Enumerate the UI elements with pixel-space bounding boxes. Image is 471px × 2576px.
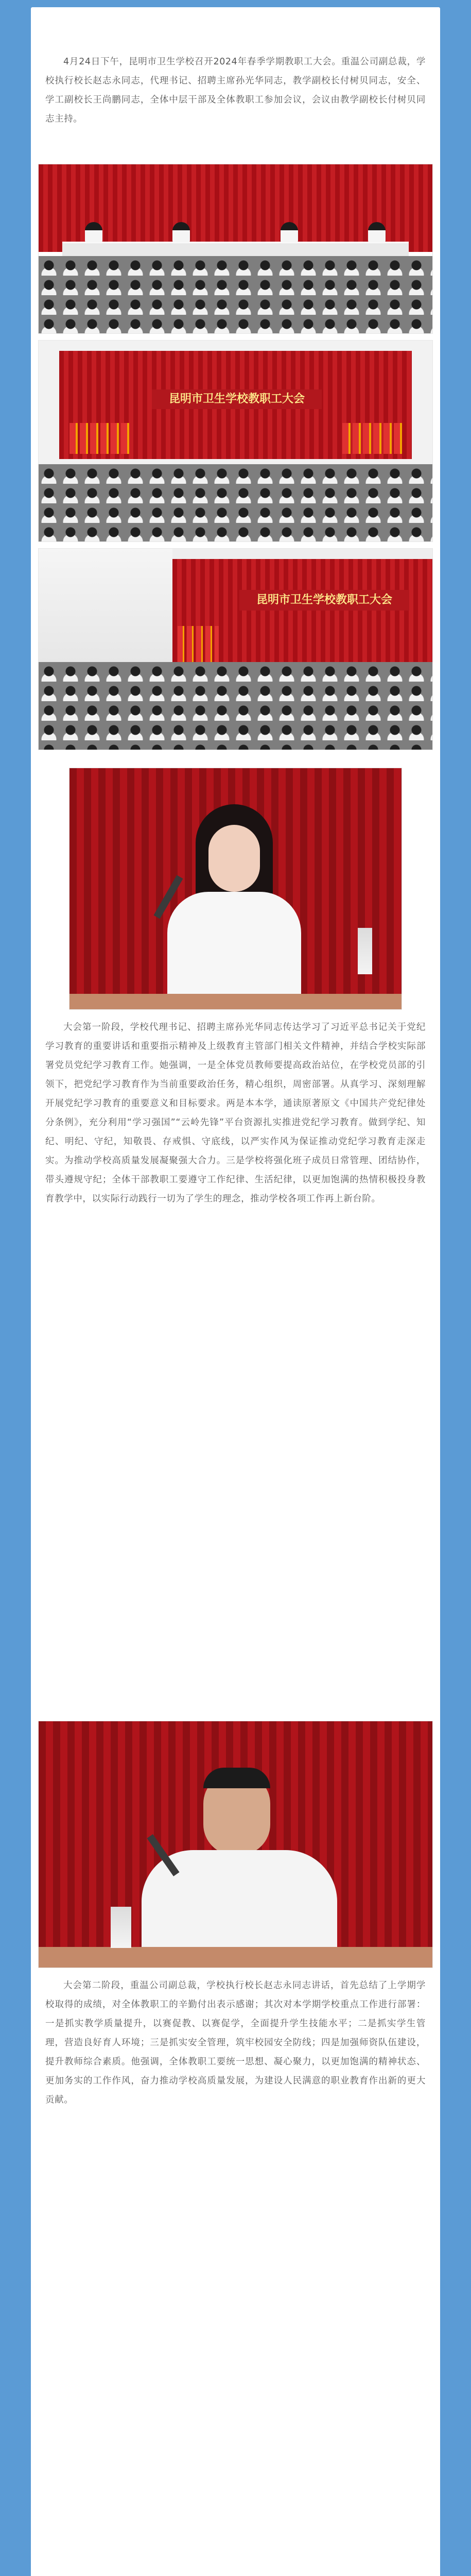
audience-crowd — [39, 464, 432, 541]
audience-crowd — [39, 256, 432, 333]
conference-banner: 昆明市卫生学校教职工大会 — [239, 590, 409, 611]
conference-banner: 昆明市卫生学校教职工大会 — [152, 389, 322, 409]
leader-figure — [85, 222, 102, 243]
flags-right — [342, 423, 404, 454]
paragraph-stage-two: 大会第二阶段，重温公司副总裁，学校执行校长赵志永同志讲话，首先总结了上学期学校取得的成绩，对全体教职工的辛勤付出表示感谢；其次对本学期学校重点工作进行部署：一是抓实教学质量提升，以赛促教、以赛促学，全面提升学生技能水平；二是抓实学生管理，营造良好育人环境；三是抓实安全管理，筑牢校园安全防线；四是加强师资队伍建设，提升教师综合素质。他强调，全体教职工要统一思想、凝心聚力，以更加饱满的精神状态、更加务实的工作作风，奋力推动学校高质量发展，为建设人民满意的职业教育作出新的更大贡献。 — [45, 1980, 426, 2105]
leader-figure — [368, 222, 386, 243]
desk-edge — [69, 994, 402, 1009]
article-card — [31, 7, 440, 2576]
speaker-shirt — [167, 892, 301, 995]
desk-edge — [39, 1947, 432, 1968]
stage-table — [62, 242, 409, 256]
speaker-face — [208, 825, 260, 892]
paragraph-intro: 4月24日下午，昆明市卫生学校召开2024年春季学期教职工大会。重温公司副总裁，学校执行校长赵志永同志，代理书记、招聘主席孙光华同志，教学副校长付树贝同志，安全、学工副校长王尚鹏同志，全体中层干部及全体教职工参加会议，会议由教学副校长付树贝同志主持。 — [45, 57, 426, 124]
photo-speaker-zhao — [38, 1721, 433, 1968]
paragraph-stage-one: 大会第一阶段，学校代理书记、招聘主席孙光华同志传达学习了习近平总书记关于党纪学习教育的重要讲话和重要指示精神及上级教育主管部门相关文件精神，并结合学校实际部署党员党纪学习教育工作。她强调，一是全体党员教师要提高政治站位，在学校党员部的引领下，把党纪学习教育作为当前重要政治任务，精心组织，周密部署。从真学习、深刻理解开展党纪学习教育的重要意义和目标要求。两是本本学，通读原著原文《中国共产党纪律处分条例》，充分利用“学习强国”“云岭先锋”平台资源扎实推进党纪学习教育。做到学纪、知纪、明纪、守纪，知敬畏、存戒惧、守底线，以严实作风为保证推动党纪学习教育走深走实。为推动学校高质量发展凝聚强大合力。三是学校将强化班子成员日常管理、团结协作，带头遵规守纪；全体干部教职工要遵守工作纪律、生活纪律，以更加饱满的热情积极投身教育教学中，以实际行动践行一切为了学生的理念，推动学校各项工作再上新台阶。 — [45, 1022, 426, 1204]
photo-conference-hall — [38, 340, 433, 542]
photo-speaker-sun — [69, 768, 402, 1010]
flags-left — [69, 423, 131, 454]
water-bottle — [358, 928, 372, 974]
speaker-hair — [203, 1768, 270, 1788]
water-bottle — [111, 1907, 131, 1948]
audience-crowd — [39, 662, 432, 750]
flags-stage — [178, 626, 219, 662]
leader-figure — [281, 222, 298, 243]
photo-conference-stage — [38, 164, 433, 334]
photo-conference-side — [38, 548, 433, 750]
leader-figure — [172, 222, 190, 243]
article-content — [38, 14, 433, 2105]
